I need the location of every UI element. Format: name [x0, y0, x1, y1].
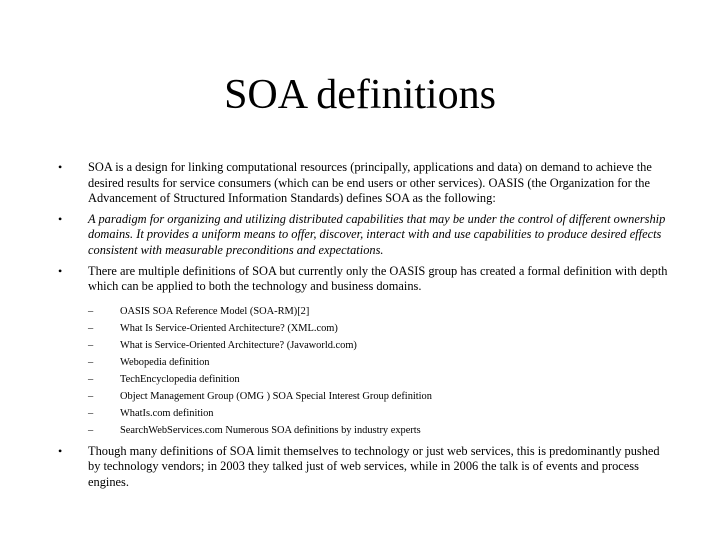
- sub-item-1: [88, 303, 698, 320]
- bullet-text: Though many definitions of SOA limit themselves to technology or just web services, this is predominantly pushed by technology vendors; in 2003 they talked just of web services, while in 2006 the talk is of events and process engines.: [88, 443, 660, 489]
- sub-item-7: [88, 405, 698, 422]
- bullet-text: SOA is a design for linking computational resources (principally, applications and data) on demand to achieve the desired results for service consumers (which can be end users or other services). OASIS (the Organization for the Advancement of Structured Information Standards) defines SOA as the following:: [88, 160, 652, 206]
- bullet-text: There are multiple definitions of SOA but currently only the OASIS group has created a formal definition with depth which can be applied to both the technology and business domains.: [88, 263, 668, 294]
- bullet-item-3: [58, 264, 668, 439]
- dash-marker: –: [88, 305, 94, 317]
- dash-marker: –: [88, 373, 94, 385]
- sub-item-3: [88, 337, 698, 354]
- dash-marker: –: [88, 322, 94, 334]
- sub-item-text: TechEncyclopedia definition: [120, 373, 240, 385]
- dash-marker: –: [88, 390, 94, 402]
- bullet-marker: •: [58, 160, 63, 174]
- bullet-item-1: [58, 160, 668, 207]
- dash-marker: –: [88, 339, 94, 351]
- bullet-list: [58, 160, 668, 496]
- bullet-marker: •: [58, 263, 63, 278]
- sub-item-5: [88, 371, 698, 388]
- bullet-marker: •: [58, 211, 63, 226]
- sub-item-text: OASIS SOA Reference Model (SOA-RM)[2]: [120, 305, 310, 317]
- sub-item-8: [88, 422, 698, 439]
- sub-item-text: What Is Service-Oriented Architecture? (XML.com): [120, 322, 338, 334]
- sub-item-4: [88, 354, 698, 371]
- dash-marker: –: [88, 407, 94, 419]
- sub-item-text: WhatIs.com definition: [120, 407, 214, 419]
- bullet-text-italic: A paradigm for organizing and utilizing distributed capabilities that may be under the control of different ownership domains. It provides a uniform means to offer, discover, interact with and use capabilities to produce desired effects consistent with measurable preconditions and expectations.: [88, 211, 666, 257]
- dash-marker: –: [88, 356, 94, 368]
- bullet-item-4: [58, 444, 668, 491]
- sub-item-text: SearchWebServices.com Numerous SOA definitions by industry experts: [120, 424, 421, 436]
- sub-item-6: [88, 388, 698, 405]
- sub-item-text: Webopedia definition: [120, 356, 210, 368]
- sub-list: [88, 303, 668, 439]
- sub-item-text: What is Service-Oriented Architecture? (Javaworld.com): [120, 339, 357, 351]
- slide-title: SOA definitions: [224, 72, 496, 118]
- bullet-marker: •: [58, 443, 63, 458]
- dash-marker: –: [88, 424, 94, 436]
- bullet-item-2: [58, 212, 668, 259]
- sub-item-text: Object Management Group (OMG ) SOA Special Interest Group definition: [120, 390, 432, 402]
- sub-item-2: [88, 320, 698, 337]
